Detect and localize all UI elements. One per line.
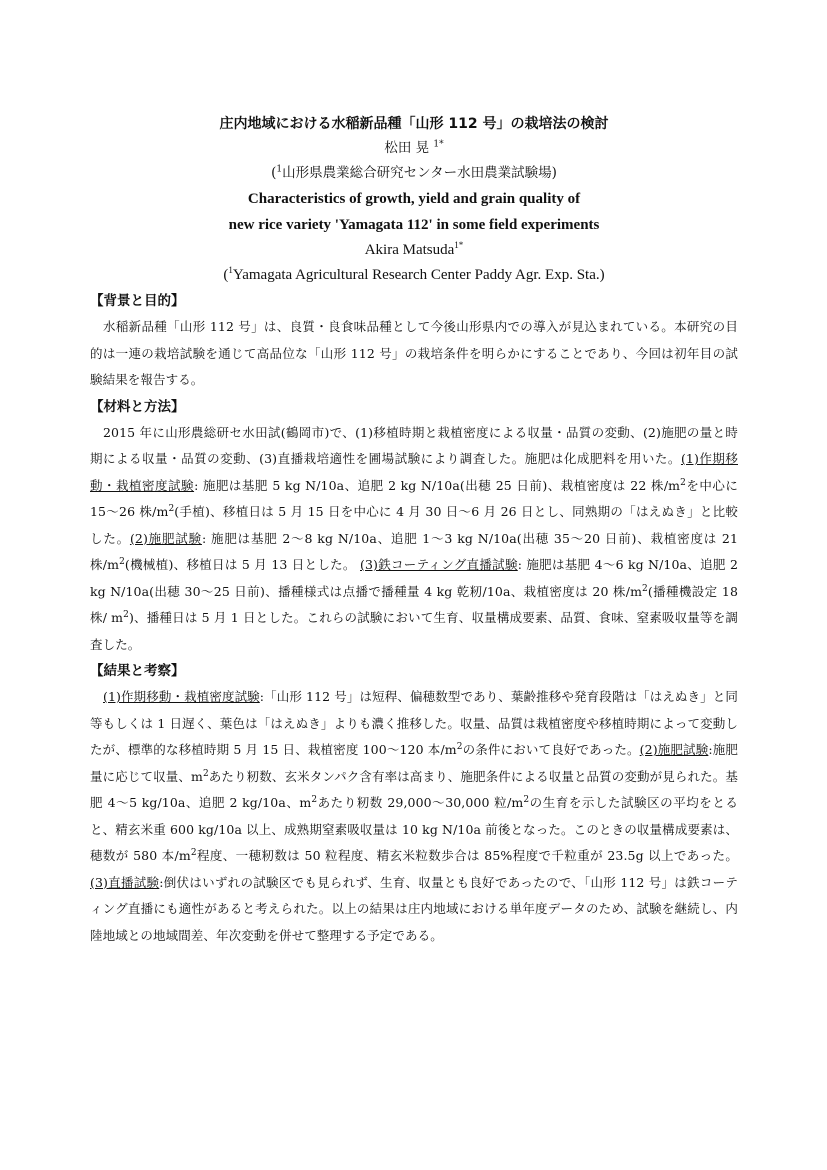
results-sup-b: 2	[202, 768, 209, 779]
author-english-name: Akira Matsuda	[364, 242, 455, 258]
affiliation-english-sup: 1	[228, 265, 233, 275]
methods-sup-2d: 2	[642, 583, 648, 594]
heading-background: 【背景と目的】	[90, 293, 185, 309]
methods-text-2: : 施肥は基肥 5 kg N/10a、追肥 2 kg N/10a(出穂 25 日前)、栽植密度は 22 株/m	[194, 477, 681, 493]
results-label-3: (3)直播試験	[90, 874, 160, 890]
affiliation-japanese-sup: 1	[276, 164, 283, 175]
methods-text-9: )、播種日は 5 月 1 日とした。これらの試験において生育、収量構成要素、品質、食味、窒素吸収量等を調査した。	[90, 610, 738, 652]
results-text-8: :倒伏はいずれの試験区でも見られず、生育、収量とも良好であったので、「山形 112 号」は鉄コーティング直播にも適性があると考えられた。以上の結果は庄内地域における単年度データのため、試験を継続し、内陸地域との地域間差、年次変動を併せて整理する予定である。	[90, 874, 738, 943]
methods-sup-2b: 2	[168, 503, 175, 514]
heading-results: 【結果と考察】	[90, 663, 185, 679]
affiliation-japanese-prefix: (	[271, 165, 277, 181]
results-text-5: あたり籾数 29,000～30,000 粒/m	[317, 795, 524, 810]
methods-text-6: (機械植)、移植日は 5 月 13 日とした。	[124, 557, 360, 572]
results-sup-d: 2	[523, 794, 530, 805]
results-sup-a: 2	[456, 741, 463, 752]
title-block	[90, 108, 738, 288]
results-text-3: :施肥量に応じて収量、m	[90, 742, 739, 784]
results-text-4: あたり籾数、玄米タンパク含有率は高まり、施肥条件による収量と品質の変動が見られた。基肥 4～5 kg/10a、追肥 2 kg/10a、m	[90, 768, 738, 810]
paragraph-background: 水稲新品種「山形 112 号」は、良質・良食味品種として今後山形県内での導入が見込まれている。本研究の目的は一連の栽培試験を通じて高品位な「山形 112 号」の栽培条件を明らかにすることであり、今回は初年目の試験結果を報告する。	[90, 319, 738, 387]
affiliation-english-text: Yamagata Agricultural Research Center Paddy Agr. Exp. Sta.)	[232, 267, 605, 283]
methods-text-1: 2015 年に山形農総研セ水田試(鶴岡市)で、(1)移植時期と栽植密度による収量・品質の変動、(2)施肥の量と時期による収量・品質の変動、(3)直播栽培適性を圃場試験により調査した。施肥は化成肥料を用いた。	[90, 424, 738, 466]
results-text-2: の条件において良好であった。	[462, 742, 640, 757]
methods-text-7: : 施肥は基肥 4～6 kg N/10a、追肥 2 kg N/10a(出穂 30～25 日前)、播種様式は点播で播種量 4 kg 乾籾/10a、栽植密度は 20 株/m	[90, 557, 738, 599]
methods-label-3: (3)鉄コーティング直播試験	[360, 557, 518, 572]
title-english-line1: Characteristics of growth, yield and grain quality of	[247, 191, 581, 207]
results-text-1: :「山形 112 号」は短稈、偏穂数型であり、葉齢推移や発育段階は「はえぬき」と同等もしくは 1 日遅く、葉色は「はえぬき」よりも濃く推移した。収量、品質は栽植密度や移植時期によって変動したが、標準的な移植時期 5 月 15 日、栽植密度 100～120 本/m	[90, 689, 738, 757]
methods-sup-2a: 2	[680, 477, 686, 488]
methods-label-2: (2)施肥試験	[129, 530, 202, 546]
paragraph-results	[90, 684, 738, 949]
methods-sup-2c: 2	[119, 556, 125, 567]
methods-sup-2e: 2	[123, 609, 129, 620]
results-text-7: 程度、一穂籾数は 50 粒程度、精玄米粒数歩合は 85%程度で千粒重が 23.5g 以上であった。	[196, 848, 738, 863]
author-japanese	[90, 136, 738, 161]
results-text-6: の生育を示した試験区の平均をとると、精玄米重 600 kg/10a 以上、成熟期窒素吸収量は 10 kg N/10a 前後となった。このときの収量構成要素は、穂数が 580 本/m	[90, 795, 738, 863]
results-sup-c: 2	[311, 794, 318, 805]
heading-methods: 【材料と方法】	[90, 398, 185, 415]
methods-text-5: : 施肥は基肥 2～8 kg N/10a、追肥 1～3 kg N/10a(出穂 35～20 日前)、栽植密度は 21 株/m	[90, 530, 738, 572]
paragraph-methods	[90, 420, 738, 659]
methods-text-8: (播種機設定 18 株/ m	[90, 583, 739, 625]
author-japanese-sup: 1*	[433, 139, 444, 150]
affiliation-japanese-text: 山形県農業総合研究センター水田農業試験場)	[282, 165, 557, 181]
affiliation-english	[90, 263, 738, 288]
methods-text-4: (手植)、移植日は 5 月 15 日を中心に 4 月 30 日～6 月 26 日とし、同熟期の「はえぬき」と比較した。	[90, 504, 738, 546]
author-english-sup: 1*	[454, 240, 464, 250]
results-label-1: (1)作期移動・栽植密度試験	[103, 689, 260, 704]
title-english-line2: new rice variety 'Yamagata 112' in some field experiments	[228, 217, 600, 233]
results-sup-e: 2	[190, 847, 197, 858]
title-japanese: 庄内地域における水稲新品種「山形 112 号」の栽培法の検討	[219, 116, 609, 132]
results-label-2: (2)施肥試験	[639, 742, 709, 757]
author-english	[90, 238, 738, 263]
affiliation-english-prefix: (	[223, 267, 229, 283]
methods-label-1: (1)作期移動・栽植密度試験	[90, 451, 738, 493]
affiliation-japanese	[90, 161, 738, 186]
methods-text-3: を中心に 15～26 株/m	[90, 477, 738, 519]
paper-page	[90, 108, 738, 949]
author-japanese-name: 松田 晃	[384, 140, 430, 156]
